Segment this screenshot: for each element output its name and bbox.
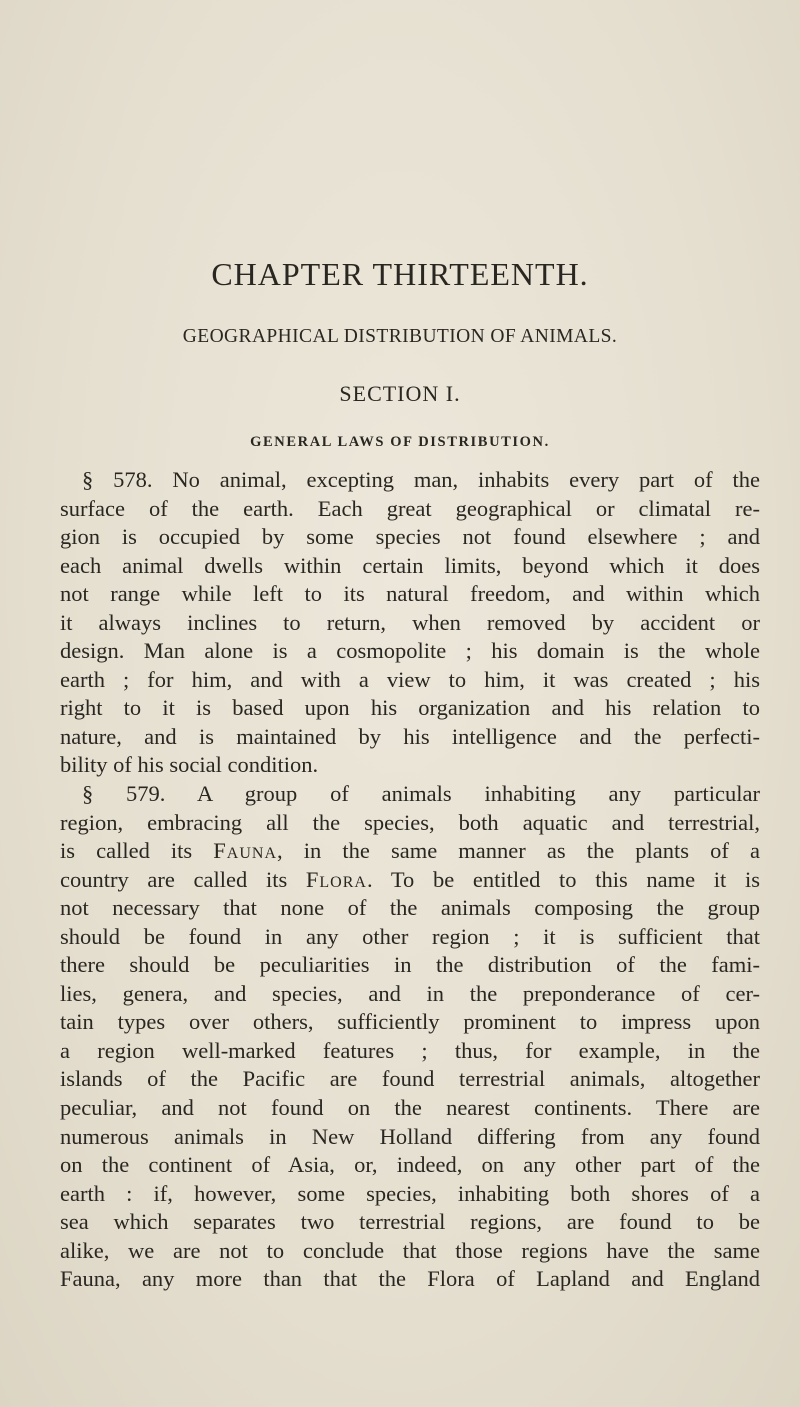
text-line: peculiar, and not found on the nearest continents. There are	[60, 1095, 760, 1121]
text-line: earth : if, however, some species, inhabiting both shores of a	[60, 1180, 760, 1206]
chapter-title: CHAPTER THIRTEENTH.	[211, 256, 589, 292]
text-line: bility of his social condition.	[60, 752, 319, 778]
text-line: islands of the Pacific are found terrestrial animals, altogether	[60, 1066, 760, 1092]
text-line: each animal dwells within certain limits, beyond which it does	[60, 552, 760, 578]
section-heading	[0, 354, 800, 408]
text-line	[60, 837, 760, 866]
text-line: design. Man alone is a cosmopolite ; his domain is the whole	[60, 638, 760, 664]
text-run: , in the same manner as the plants of a	[277, 838, 760, 864]
text-line: earth ; for him, and with a view to him, it was created ; his	[60, 666, 760, 692]
text-line: § 578. No animal, excepting man, inhabits every part of the	[82, 467, 760, 492]
text-line: lies, genera, and species, and in the preponderance of cer-	[60, 980, 760, 1006]
text-line: gion is occupied by some species not found elsewhere ; and	[60, 524, 760, 550]
text-line: alike, we are not to conclude that those regions have the same	[60, 1237, 760, 1263]
text-line: should be found in any other region ; it is sufficient that	[60, 923, 760, 949]
text-line: there should be peculiarities in the distribution of the fami-	[60, 952, 760, 978]
text-line: nature, and is maintained by his intelligence and the perfecti-	[60, 723, 760, 749]
chapter-subject: GEOGRAPHICAL DISTRIBUTION OF ANIMALS.	[182, 326, 618, 347]
paragraph-579	[60, 780, 760, 1294]
text-run: country are called its	[60, 866, 306, 892]
body-text	[60, 466, 760, 1294]
text-line: surface of the earth. Each great geographical or climatal re-	[60, 495, 760, 521]
text-line: not range while left to its natural freedom, and within which	[60, 581, 760, 607]
text-run: is called its	[60, 838, 214, 864]
section-subtitle: GENERAL LAWS OF DISTRIBUTION.	[250, 434, 550, 450]
text-line: not necessary that none of the animals composing the group	[60, 895, 760, 921]
text-line: on the continent of Asia, or, indeed, on any other part of the	[60, 1152, 760, 1178]
text-line: Fauna, any more than that the Flora of Lapland and England	[60, 1266, 760, 1292]
paragraph-578	[60, 466, 760, 780]
text-line: a region well-marked features ; thus, for example, in the	[60, 1037, 760, 1063]
text-run: . To be entitled to this name it is	[366, 866, 760, 892]
section-title: SECTION I.	[339, 381, 461, 406]
text-line: right to it is based upon his organization and his relation to	[60, 695, 760, 721]
text-line: it always inclines to return, when removed by accident or	[60, 609, 760, 635]
text-line	[60, 866, 760, 895]
text-line: region, embracing all the species, both aquatic and terrestrial,	[60, 809, 760, 835]
term-flora: Flora	[305, 866, 367, 892]
term-fauna: Fauna	[213, 838, 278, 864]
text-line: sea which separates two terrestrial regions, are found to be	[60, 1209, 760, 1235]
text-line: § 579. A group of animals inhabiting any particular	[82, 781, 760, 807]
text-line: numerous animals in New Holland differing from any found	[60, 1123, 760, 1149]
text-line: tain types over others, sufficiently prominent to impress upon	[60, 1009, 760, 1035]
